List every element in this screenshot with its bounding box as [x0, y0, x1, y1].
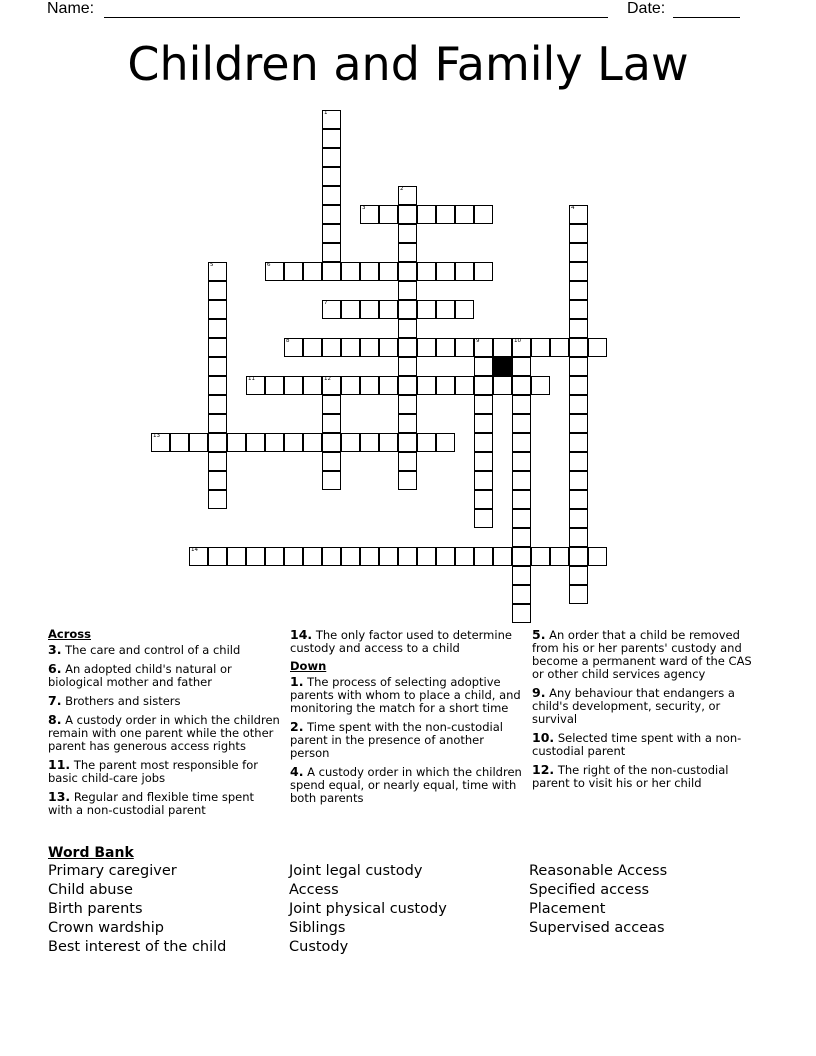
crossword-cell[interactable]	[474, 471, 493, 490]
crossword-cell[interactable]	[417, 547, 436, 566]
crossword-cell[interactable]	[379, 547, 398, 566]
crossword-cell[interactable]	[569, 300, 588, 319]
crossword-cell[interactable]	[322, 547, 341, 566]
word-bank-item: Reasonable Access	[529, 863, 668, 879]
crossword-cell[interactable]	[398, 262, 417, 281]
word-bank-column-1	[48, 862, 226, 957]
clue-number: 14	[191, 547, 198, 553]
crossword-cell[interactable]	[474, 490, 493, 509]
crossword-cell[interactable]	[322, 338, 341, 357]
crossword-cell[interactable]	[189, 547, 208, 566]
crossword-cell[interactable]	[322, 243, 341, 262]
crossword-cell[interactable]	[474, 509, 493, 528]
clue-number: 10	[514, 338, 521, 344]
crossword-cell[interactable]	[398, 414, 417, 433]
word-bank-column-3	[529, 862, 667, 938]
crossword-cell[interactable]	[455, 262, 474, 281]
crossword-cell[interactable]	[360, 376, 379, 395]
crossword-cell[interactable]	[474, 338, 493, 357]
crossword-cell[interactable]	[569, 357, 588, 376]
crossword-cell[interactable]	[531, 376, 550, 395]
crossword-cell[interactable]	[569, 471, 588, 490]
crossword-cell[interactable]	[455, 376, 474, 395]
crossword-cell[interactable]	[284, 433, 303, 452]
crossword-cell[interactable]	[512, 338, 531, 357]
crossword-cell[interactable]	[417, 376, 436, 395]
crossword-cell[interactable]	[284, 376, 303, 395]
crossword-cell[interactable]	[474, 395, 493, 414]
crossword-cell[interactable]	[474, 452, 493, 471]
crossword-cell[interactable]	[398, 186, 417, 205]
crossword-cell[interactable]	[208, 395, 227, 414]
across-heading: Across	[48, 627, 91, 641]
word-bank-item: Joint physical custody	[289, 901, 447, 917]
clue-number: 12	[324, 376, 331, 382]
crossword-cell[interactable]	[341, 433, 360, 452]
crossword-cell[interactable]	[360, 547, 379, 566]
crossword-cell[interactable]	[322, 167, 341, 186]
crossword-cell[interactable]	[398, 281, 417, 300]
crossword-cell[interactable]	[512, 414, 531, 433]
crossword-cell[interactable]	[303, 547, 322, 566]
crossword-cell[interactable]	[569, 566, 588, 585]
crossword-cell[interactable]	[398, 433, 417, 452]
clue-number: 7	[324, 300, 328, 306]
crossword-cell[interactable]	[398, 205, 417, 224]
crossword-cell[interactable]	[227, 433, 246, 452]
crossword-cell[interactable]	[246, 376, 265, 395]
crossword-cell[interactable]	[379, 205, 398, 224]
crossword-cell[interactable]	[322, 186, 341, 205]
crossword-cell[interactable]	[455, 338, 474, 357]
crossword-cell[interactable]	[341, 262, 360, 281]
crossword-cell[interactable]	[474, 414, 493, 433]
crossword-cell[interactable]	[569, 281, 588, 300]
crossword-cell[interactable]	[512, 395, 531, 414]
crossword-cell[interactable]	[512, 547, 531, 566]
clue-across-14: 14. The only factor used to determine custody and access to a child	[290, 627, 512, 655]
crossword-cell[interactable]	[474, 262, 493, 281]
crossword-cell[interactable]	[531, 547, 550, 566]
crossword-cell[interactable]	[512, 604, 531, 623]
crossword-cell[interactable]	[322, 471, 341, 490]
crossword-cell[interactable]	[208, 433, 227, 452]
clue-across-3: 3. The care and control of a child	[48, 642, 241, 657]
crossword-cell[interactable]	[398, 224, 417, 243]
crossword-cell[interactable]	[341, 547, 360, 566]
crossword-cell[interactable]	[417, 300, 436, 319]
crossword-cell[interactable]	[208, 338, 227, 357]
crossword-cell[interactable]	[151, 433, 170, 452]
crossword-cell[interactable]	[379, 376, 398, 395]
crossword-cell[interactable]	[227, 547, 246, 566]
crossword-cell[interactable]	[550, 547, 569, 566]
crossword-cell[interactable]	[284, 262, 303, 281]
crossword-cell[interactable]	[208, 300, 227, 319]
clue-number: 2	[400, 186, 404, 192]
crossword-cell[interactable]	[512, 509, 531, 528]
crossword-cell[interactable]	[303, 338, 322, 357]
crossword-cell[interactable]	[569, 262, 588, 281]
crossword-cell[interactable]	[436, 262, 455, 281]
crossword-cell[interactable]	[398, 243, 417, 262]
crossword-cell[interactable]	[322, 205, 341, 224]
word-bank-item: Access	[289, 882, 339, 898]
crossword-cell[interactable]	[455, 205, 474, 224]
crossword-cell[interactable]	[265, 376, 284, 395]
crossword-cell[interactable]	[322, 452, 341, 471]
page-title: Children and Family Law	[127, 37, 689, 91]
crossword-cell[interactable]	[398, 376, 417, 395]
clue-number: 1	[324, 110, 328, 116]
crossword-cell[interactable]	[284, 338, 303, 357]
crossword-cell[interactable]	[569, 414, 588, 433]
crossword-cell[interactable]	[569, 490, 588, 509]
crossword-cell[interactable]	[569, 452, 588, 471]
crossword-cell[interactable]	[436, 300, 455, 319]
word-bank-item: Best interest of the child	[48, 939, 227, 955]
word-bank-item: Supervised acceas	[529, 920, 665, 936]
word-bank-item: Custody	[289, 939, 349, 955]
crossword-cell[interactable]	[208, 471, 227, 490]
crossword-cell[interactable]	[208, 281, 227, 300]
crossword-cell[interactable]	[569, 376, 588, 395]
crossword-cell[interactable]	[569, 395, 588, 414]
crossword-cell[interactable]	[436, 376, 455, 395]
crossword-cell[interactable]	[569, 319, 588, 338]
clue-column-1	[48, 628, 280, 822]
word-bank-item: Siblings	[289, 920, 346, 936]
crossword-cell[interactable]	[360, 433, 379, 452]
clue-number: 6	[267, 262, 271, 268]
crossword-cell[interactable]	[303, 262, 322, 281]
clue-across-7: 7. Brothers and sisters	[48, 693, 181, 708]
crossword-cell[interactable]	[512, 528, 531, 547]
crossword-cell[interactable]	[208, 490, 227, 509]
clue-column-3	[532, 628, 754, 795]
word-bank-item: Placement	[529, 901, 606, 917]
crossword-cell[interactable]	[436, 547, 455, 566]
crossword-cell[interactable]	[417, 338, 436, 357]
crossword-cell[interactable]	[569, 338, 588, 357]
crossword-cell[interactable]	[341, 300, 360, 319]
word-bank-heading: Word Bank	[48, 845, 134, 861]
clue-down-2: 2. Time spent with the non-custodial parent in the presence of another person	[290, 719, 503, 760]
word-bank-column-2	[289, 862, 447, 957]
crossword-cell[interactable]	[265, 262, 284, 281]
crossword-cell[interactable]	[455, 300, 474, 319]
word-bank-item: Primary caregiver	[48, 863, 177, 879]
clue-down-1: 1. The process of selecting adoptive parents with whom to place a child, and monitoring the match for a short time	[290, 674, 521, 715]
crossword-cell[interactable]	[398, 452, 417, 471]
crossword-cell[interactable]	[398, 338, 417, 357]
crossword-cell[interactable]	[398, 357, 417, 376]
crossword-cell[interactable]	[417, 433, 436, 452]
crossword-cell[interactable]	[512, 376, 531, 395]
crossword-cell[interactable]	[512, 357, 531, 376]
crossword-cell[interactable]	[398, 319, 417, 338]
crossword-cell[interactable]	[360, 262, 379, 281]
crossword-cell[interactable]	[360, 338, 379, 357]
crossword-cell[interactable]	[569, 433, 588, 452]
crossword-cell[interactable]	[322, 433, 341, 452]
date-label: Date:	[627, 0, 666, 17]
crossword-cell[interactable]	[512, 490, 531, 509]
crossword-cell[interactable]	[303, 433, 322, 452]
crossword-cell[interactable]	[569, 528, 588, 547]
crossword-cell[interactable]	[208, 414, 227, 433]
word-bank-item: Joint legal custody	[289, 863, 423, 879]
crossword-cell[interactable]	[417, 262, 436, 281]
crossword-cell[interactable]	[455, 547, 474, 566]
crossword-cell[interactable]	[474, 357, 493, 376]
crossword-cell[interactable]	[265, 433, 284, 452]
crossword-cell[interactable]	[512, 433, 531, 452]
word-bank-item: Child abuse	[48, 882, 133, 898]
crossword-cell[interactable]	[379, 300, 398, 319]
crossword-cell[interactable]	[512, 585, 531, 604]
word-bank-item: Specified access	[529, 882, 650, 898]
crossword-cell[interactable]	[208, 452, 227, 471]
crossword-cell[interactable]	[531, 338, 550, 357]
crossword-cell[interactable]	[569, 224, 588, 243]
crossword-cell[interactable]	[341, 338, 360, 357]
crossword-cell[interactable]	[246, 433, 265, 452]
crossword-cell[interactable]	[341, 376, 360, 395]
crossword-cell[interactable]	[398, 300, 417, 319]
crossword-cell[interactable]	[303, 376, 322, 395]
crossword-cell[interactable]	[379, 338, 398, 357]
word-bank-item: Birth parents	[48, 901, 143, 917]
crossword-cell[interactable]	[512, 452, 531, 471]
word-bank-item: Crown wardship	[48, 920, 164, 936]
crossword-cell[interactable]	[493, 338, 512, 357]
crossword-cell[interactable]	[398, 547, 417, 566]
crossword-cell[interactable]	[474, 433, 493, 452]
crossword-cell[interactable]	[417, 205, 436, 224]
clue-number: 5	[210, 262, 214, 268]
crossword-cell[interactable]	[474, 547, 493, 566]
crossword-cell[interactable]	[493, 376, 512, 395]
crossword-cell[interactable]	[322, 110, 341, 129]
clue-across-13: 13. Regular and flexible time spent with a non-custodial parent	[48, 789, 255, 817]
clue-down-5: 5. An order that a child be removed from his or her parents' custody and become a permanent ward of the CAS or other child services agency	[532, 627, 752, 681]
crossword-cell[interactable]	[208, 319, 227, 338]
name-label: Name:	[47, 0, 95, 17]
crossword-cell[interactable]	[398, 471, 417, 490]
crossword-cell[interactable]	[322, 224, 341, 243]
crossword-cell[interactable]	[436, 433, 455, 452]
crossword-cell[interactable]	[322, 395, 341, 414]
crossword-cell[interactable]	[436, 338, 455, 357]
crossword-cell[interactable]	[208, 262, 227, 281]
clue-down-10: 10. Selected time spent with a non-custodial parent	[532, 730, 742, 758]
crossword-cell[interactable]	[550, 338, 569, 357]
clue-down-9: 9. Any behaviour that endangers a child's development, security, or survival	[532, 685, 735, 726]
down-heading: Down	[290, 659, 327, 673]
clue-down-12: 12. The right of the non-custodial parent to visit his or her child	[532, 762, 729, 790]
crossword-cell[interactable]	[569, 243, 588, 262]
clue-number: 9	[476, 338, 480, 344]
crossword-cell[interactable]	[588, 547, 607, 566]
crossword-cell[interactable]	[322, 129, 341, 148]
crossword-cell[interactable]	[246, 547, 265, 566]
clue-column-2	[290, 628, 522, 810]
crossword-cell[interactable]	[322, 148, 341, 167]
crossword-cell[interactable]	[322, 376, 341, 395]
clue-number: 13	[153, 433, 160, 439]
clue-number: 8	[286, 338, 290, 344]
crossword-cell[interactable]	[322, 300, 341, 319]
crossword-cell[interactable]	[208, 547, 227, 566]
crossword-cell[interactable]	[170, 433, 189, 452]
clue-across-8: 8. A custody order in which the children remain with one parent while the other parent has generous access rights	[48, 712, 280, 753]
clue-down-4: 4. A custody order in which the children spend equal, or nearly equal, time with both parents	[290, 764, 522, 805]
crossword-cell[interactable]	[474, 376, 493, 395]
crossword-cell[interactable]	[588, 338, 607, 357]
clue-across-6: 6. An adopted child's natural or biological mother and father	[48, 661, 232, 689]
clue-number: 3	[362, 205, 366, 211]
crossword-cell[interactable]	[360, 205, 379, 224]
crossword-cell[interactable]	[569, 509, 588, 528]
crossword-cell[interactable]	[322, 414, 341, 433]
crossword-cell[interactable]	[208, 376, 227, 395]
crossword-cell[interactable]	[208, 357, 227, 376]
crossword-cell[interactable]	[512, 471, 531, 490]
crossword-cell[interactable]	[512, 566, 531, 585]
crossword-cell[interactable]	[398, 395, 417, 414]
crossword-cell[interactable]	[569, 585, 588, 604]
clue-across-11: 11. The parent most responsible for basic child-care jobs	[48, 757, 258, 785]
crossword-cell[interactable]	[360, 300, 379, 319]
crossword-cell[interactable]	[189, 433, 208, 452]
crossword-cell[interactable]	[322, 262, 341, 281]
black-cell	[493, 357, 512, 376]
crossword-cell[interactable]	[474, 205, 493, 224]
clue-number: 11	[248, 376, 255, 382]
crossword-cell[interactable]	[379, 433, 398, 452]
crossword-cell[interactable]	[493, 547, 512, 566]
crossword-cell[interactable]	[284, 547, 303, 566]
clue-number: 4	[571, 205, 575, 211]
crossword-cell[interactable]	[569, 205, 588, 224]
crossword-cell[interactable]	[436, 205, 455, 224]
crossword-cell[interactable]	[265, 547, 284, 566]
crossword-cell[interactable]	[569, 547, 588, 566]
crossword-cell[interactable]	[379, 262, 398, 281]
